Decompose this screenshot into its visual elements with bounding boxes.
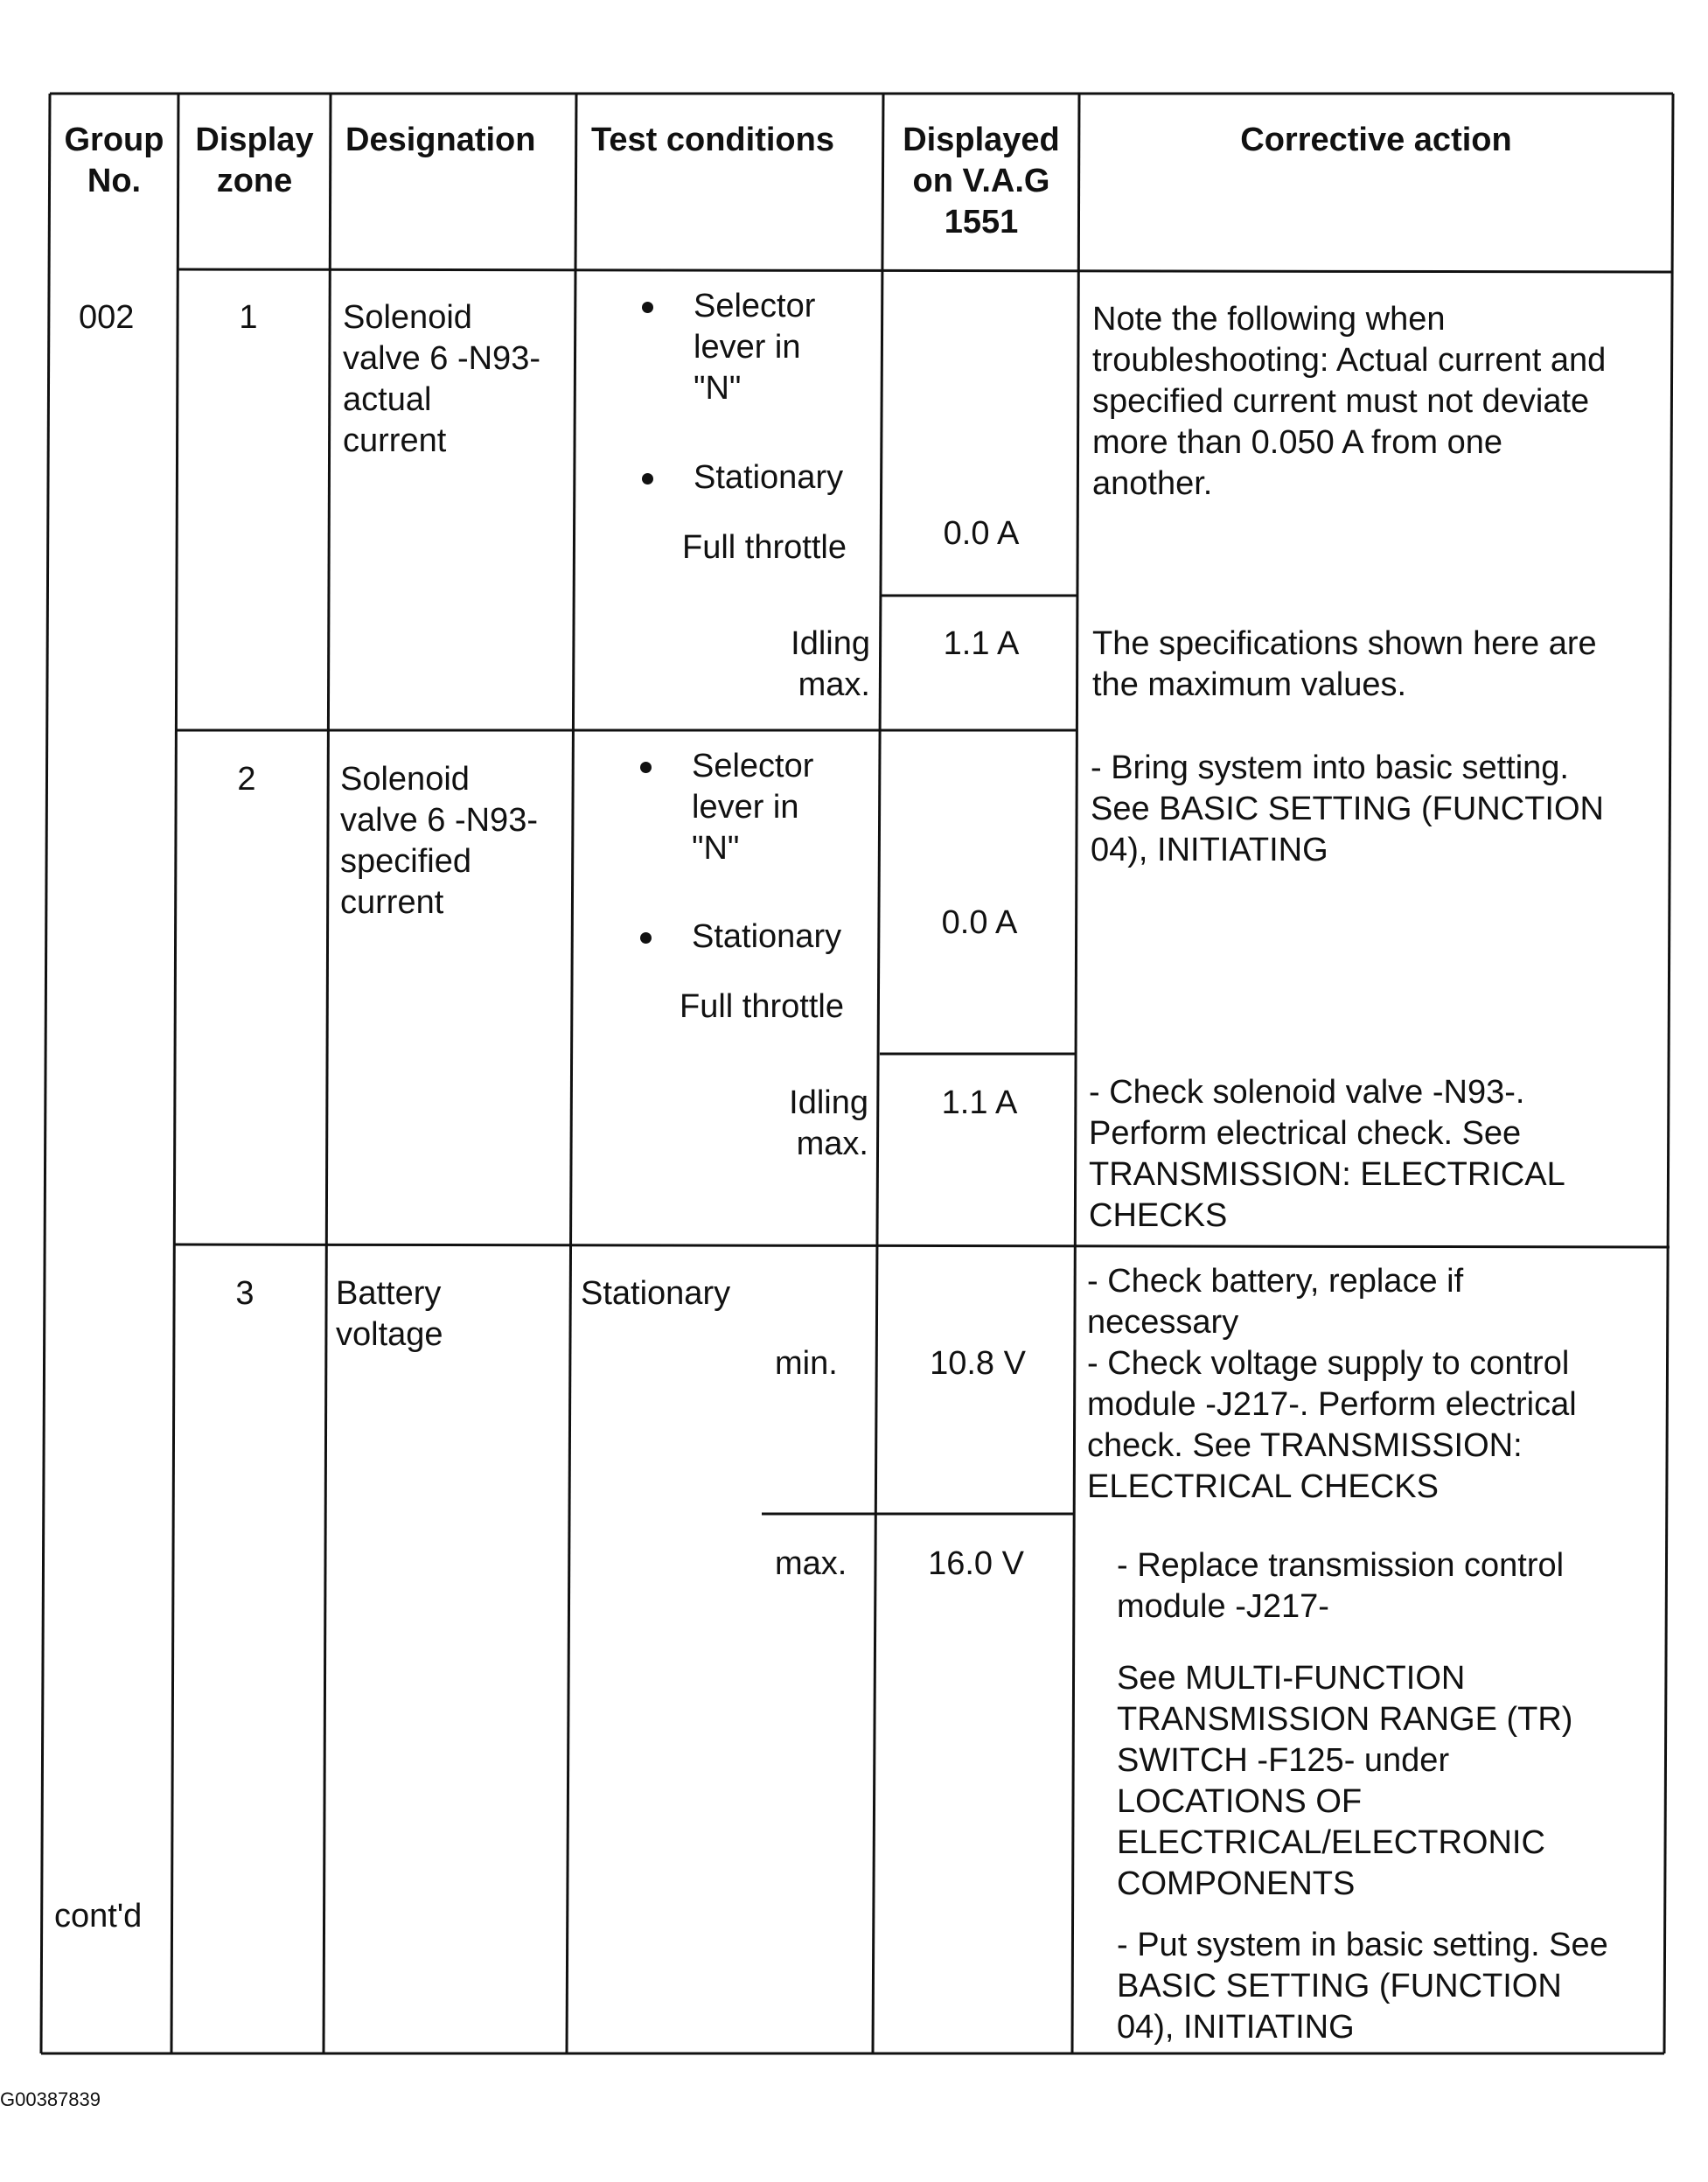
action-check-battery: - Check battery, replace if necessary - Check voltage supply to control module -J217-. Perform electrical check. See TRANSMISSION: ELECTRICAL CHECKS <box>1087 1263 1577 1505</box>
figure-id: G00387839 <box>0 2088 101 2110</box>
action-check-solenoid: - Check solenoid valve -N93-. Perform electrical check. See TRANSMISSION: ELECTRICAL CHECKS <box>1089 1074 1565 1234</box>
header-designation: Designation <box>345 122 536 158</box>
row2-value-full-throttle: 0.0 A <box>941 904 1018 941</box>
header-test-conditions: Test conditions <box>591 122 834 158</box>
row1-bullet1-icon <box>642 302 653 313</box>
row2-condition-idling: Idling max. <box>789 1084 868 1162</box>
action-see-multi-function: See MULTI-FUNCTION TRANSMISSION RANGE (TR) SWITCH -F125- under LOCATIONS OF ELECTRICAL/ELECTRONIC COMPONENTS <box>1117 1660 1573 1902</box>
action-put-basic-setting: - Put system in basic setting. See BASIC SETTING (FUNCTION 04), INITIATING <box>1117 1927 1608 2046</box>
row1-condition-idling: Idling max. <box>791 625 870 703</box>
row3-max-value: 16.0 V <box>928 1545 1024 1582</box>
row2-bullet2-icon <box>640 932 652 944</box>
row1-bullet2-icon <box>642 473 653 485</box>
row3-designation: Battery voltage <box>336 1275 443 1353</box>
row2-condition-stationary: Stationary <box>692 918 842 955</box>
row2-value-idling: 1.1 A <box>941 1084 1018 1121</box>
continued-label: cont'd <box>54 1898 143 1935</box>
action-basic-setting: - Bring system into basic setting. See BASIC SETTING (FUNCTION 04), INITIATING <box>1091 749 1604 868</box>
row2-bullet1-icon <box>640 762 652 773</box>
row1-condition-selector: Selector lever in "N" <box>694 288 816 407</box>
header-group-no: Group No. <box>64 122 164 199</box>
row2-condition-full-throttle: Full throttle <box>680 988 844 1025</box>
header-corrective-action: Corrective action <box>1240 122 1512 158</box>
row1-designation: Solenoid valve 6 -N93- actual current <box>343 299 540 459</box>
row1-condition-full-throttle: Full throttle <box>682 529 847 566</box>
row3-zone: 3 <box>235 1275 254 1312</box>
action-replace-module: - Replace transmission control module -J217- <box>1117 1547 1565 1625</box>
row1-value-idling: 1.1 A <box>943 625 1020 662</box>
header-displayed: Displayed on V.A.G 1551 <box>903 122 1060 241</box>
action-note-deviation: Note the following when troubleshooting: Actual current and specified current must not deviate more than 0.050 A from one another. <box>1092 301 1607 502</box>
row1-condition-stationary: Stationary <box>694 459 844 496</box>
row3-min-value: 10.8 V <box>930 1345 1026 1382</box>
row2-designation: Solenoid valve 6 -N93- specified current <box>340 761 538 921</box>
row3-condition-stationary: Stationary <box>581 1275 731 1312</box>
row3-min-label: min. <box>775 1345 838 1382</box>
row1-value-full-throttle: 0.0 A <box>943 515 1020 552</box>
group-number: 002 <box>79 299 135 336</box>
row1-zone: 1 <box>239 299 258 336</box>
row3-max-label: max. <box>775 1545 847 1582</box>
header-display-zone: Display zone <box>195 122 314 199</box>
row2-condition-selector: Selector lever in "N" <box>692 748 814 867</box>
action-max-values: The specifications shown here are the maximum values. <box>1092 625 1597 703</box>
row2-zone: 2 <box>237 761 256 798</box>
